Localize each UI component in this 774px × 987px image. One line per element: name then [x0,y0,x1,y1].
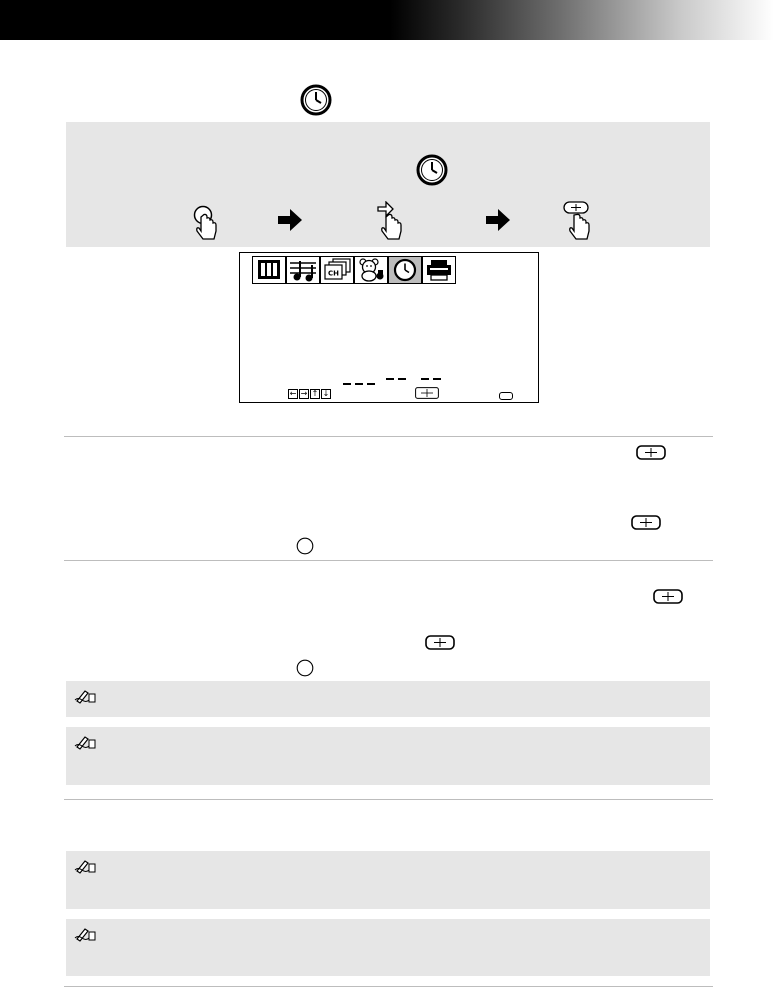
enter-button-icon [636,445,666,460]
osd-tab-parental[interactable] [354,256,388,284]
section-divider [64,799,713,800]
osd-tab-sound[interactable] [286,256,320,284]
hand-enter-icon [562,201,592,241]
left-arrow-key-icon: ← [289,389,297,398]
osd-tab-channel[interactable] [320,256,354,284]
right-arrow-icon [278,209,302,231]
enter-button-icon [415,387,439,399]
round-button-icon [296,659,314,677]
osd-tab-picture[interactable] [252,256,286,284]
hour-digit-placeholder [367,383,375,385]
pencil-note-icon [74,734,96,750]
up-arrow-key-icon: ↑ [311,389,319,398]
clock-icon [300,84,332,116]
svg-text:CH: CH [328,269,339,278]
osd-timer-menu-screen [239,252,539,403]
enter-button-icon [653,589,683,604]
right-arrow-key-icon: → [300,389,308,398]
menu-button-icon [499,392,513,400]
note-box [66,681,710,717]
minute-digit-placeholder [386,378,394,380]
pencil-note-icon [74,858,96,874]
hand-press-icon [193,205,219,241]
osd-tab-setup[interactable] [422,256,456,284]
ampm-digit-placeholder [421,378,429,380]
header-gradient-bar [0,0,774,40]
enter-button-icon [425,635,455,650]
note-box [66,727,710,785]
round-button-icon [296,537,314,555]
hour-digit-placeholder [343,383,351,385]
section-divider [64,560,713,561]
pencil-note-icon [74,688,96,704]
note-box [66,919,710,976]
section-divider [64,436,713,437]
enter-button-icon [631,515,661,530]
clock-icon [416,154,448,186]
hand-move-icon [376,201,404,241]
ampm-digit-placeholder [433,378,441,380]
note-box [66,851,710,909]
down-arrow-key-icon: ↓ [322,389,330,398]
right-arrow-icon [486,209,510,231]
osd-tab-timer[interactable] [388,256,422,284]
minute-digit-placeholder [398,378,406,380]
hour-digit-placeholder [355,383,363,385]
pencil-note-icon [74,926,96,942]
